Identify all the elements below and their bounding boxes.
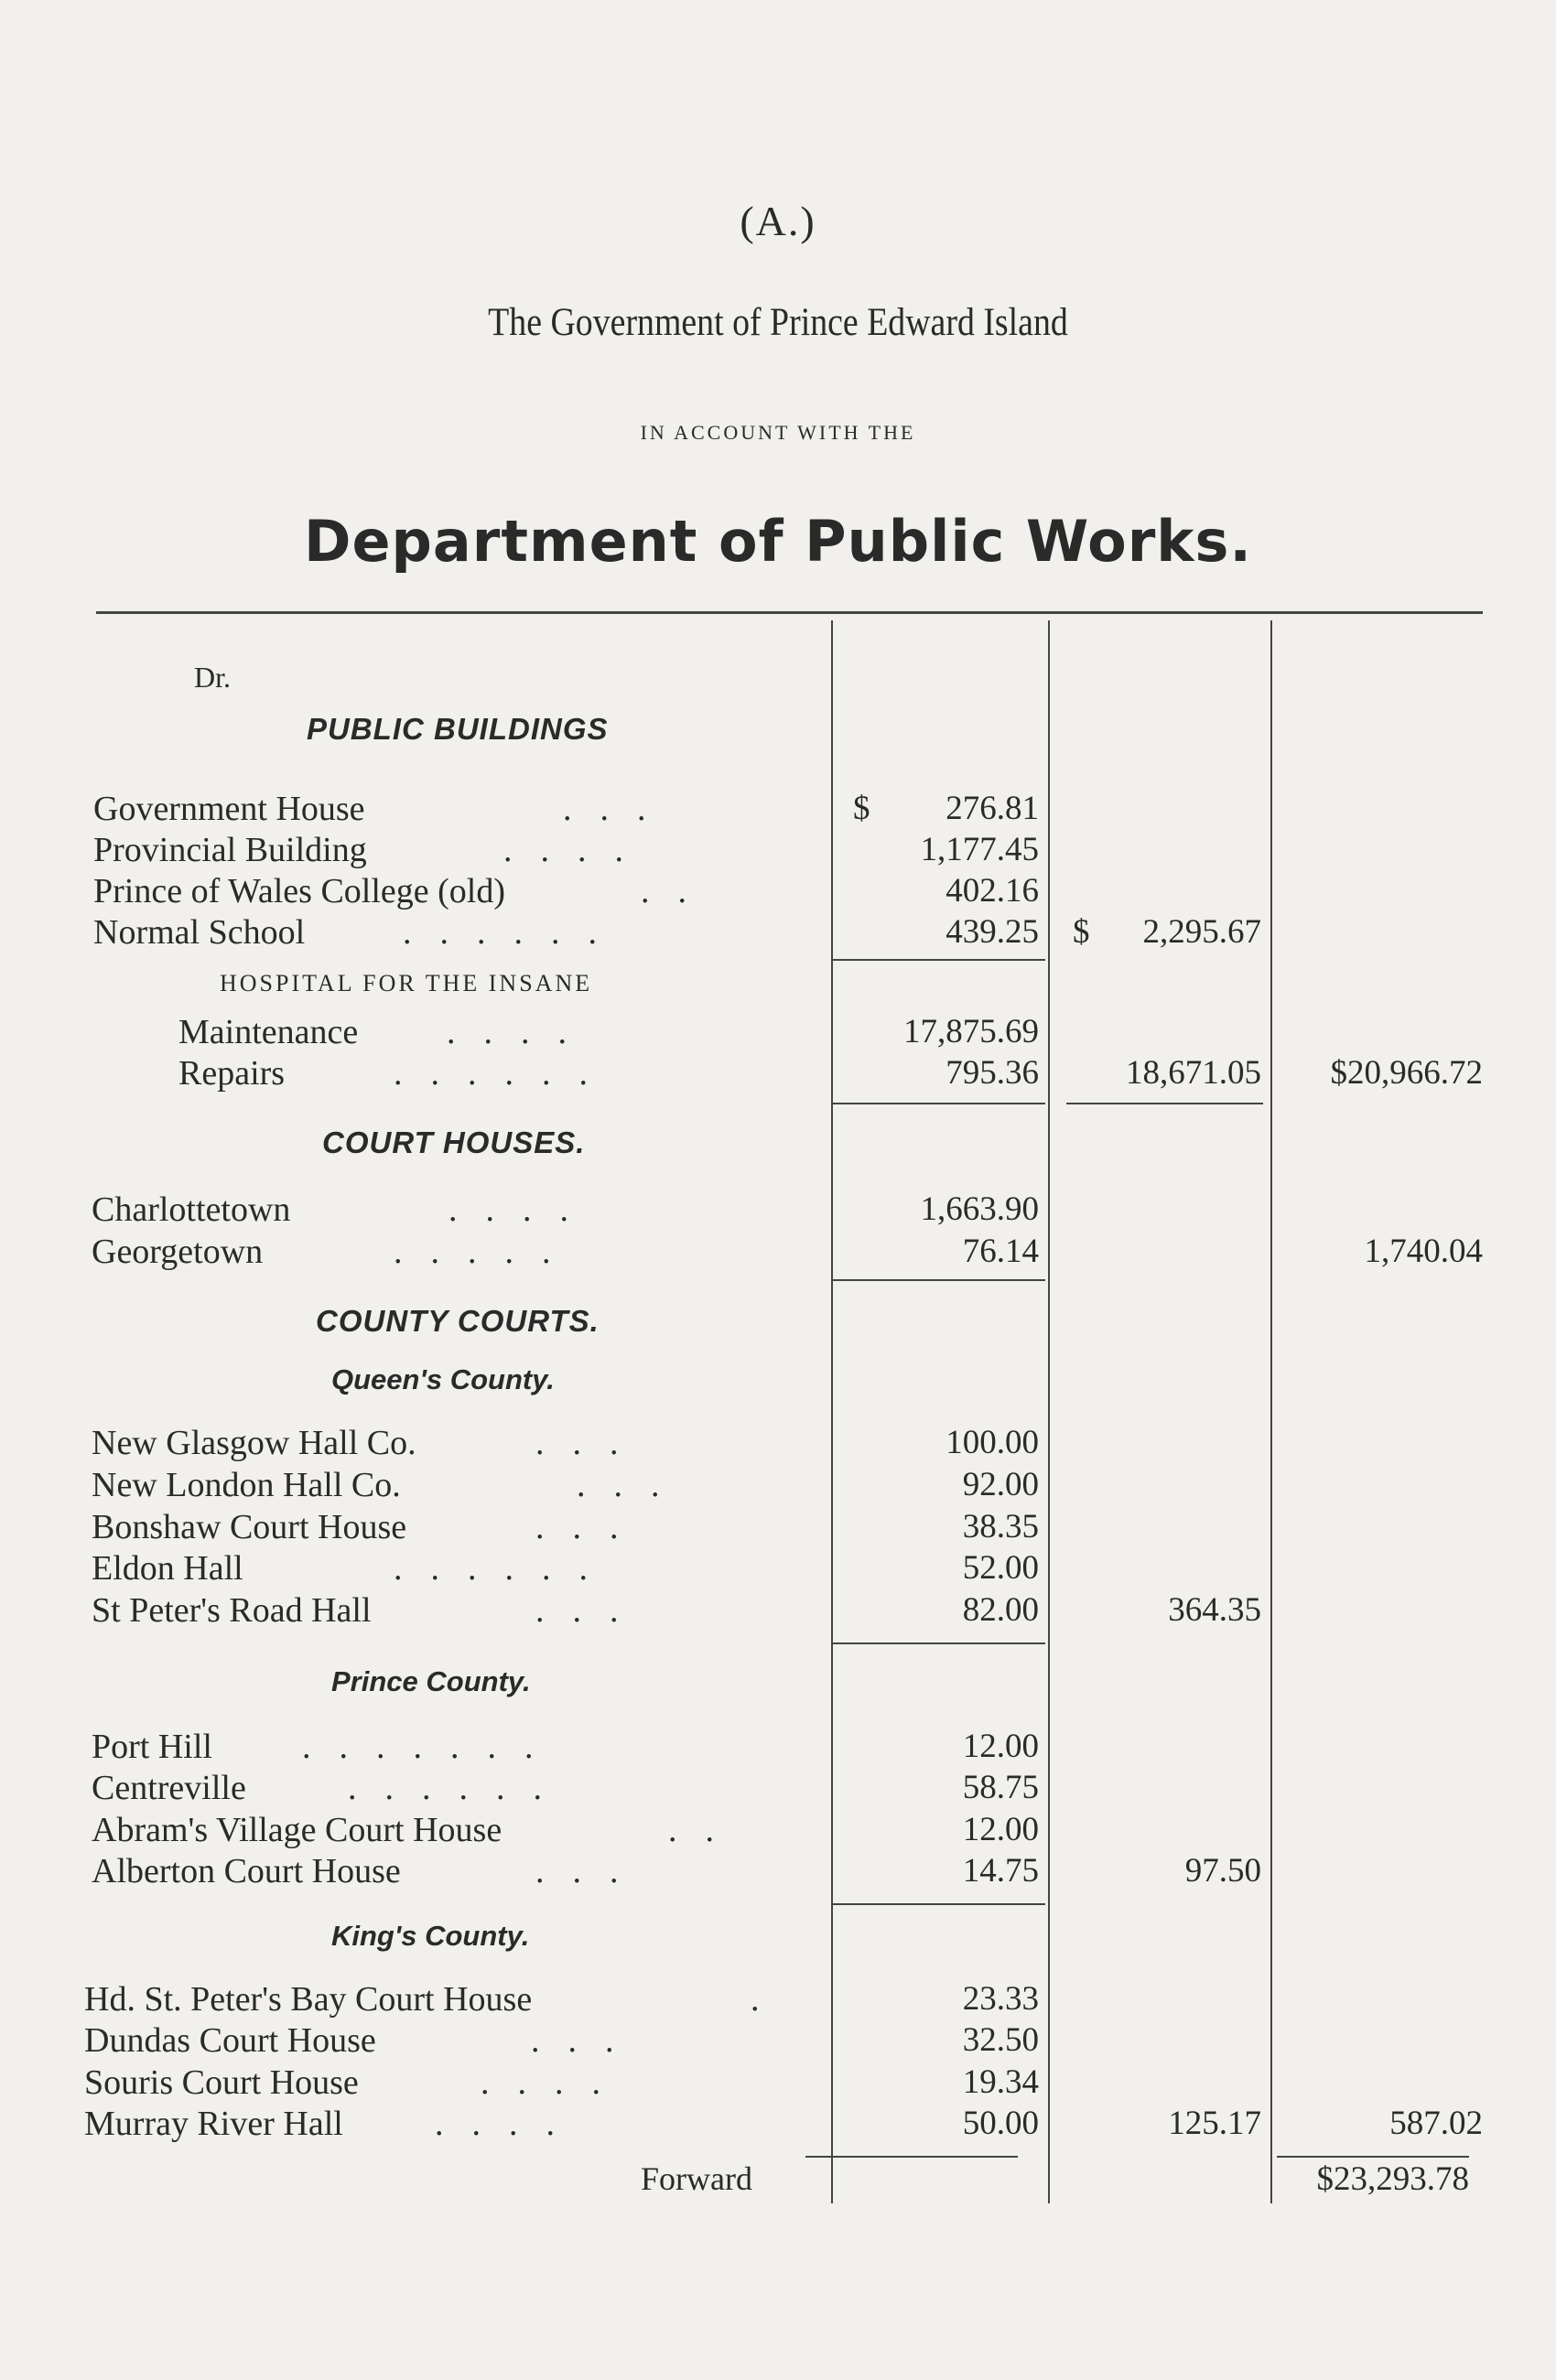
row-amount: 76.14 [962, 1233, 1039, 1270]
table-row [0, 1590, 1556, 1632]
subtotal-rule [1066, 1103, 1263, 1104]
forward-total: $23,293.78 [1316, 2160, 1469, 2198]
row-label: Prince of Wales College (old) [93, 872, 506, 910]
row-total: 587.02 [1389, 2105, 1483, 2142]
row-label: Alberton Court House [92, 1852, 401, 1890]
row-amount: 276.81 [945, 790, 1039, 827]
row-subtotal: 364.35 [1168, 1591, 1261, 1629]
subtotal-rule [833, 1642, 1045, 1644]
table-row [0, 2062, 1556, 2105]
court-houses-heading: COURT HOUSES. [322, 1125, 586, 1159]
currency-sign: $ [853, 790, 870, 827]
department-title: Department of Public Works. [304, 508, 1252, 575]
row-label: Souris Court House [84, 2063, 359, 2102]
leader-dots: .. [641, 872, 715, 910]
row-subtotal: 125.17 [1168, 2105, 1261, 2142]
leader-dots: ... [535, 1591, 647, 1630]
table-row [0, 1851, 1556, 1893]
table-row [0, 830, 1556, 872]
currency-sign: $ [1073, 913, 1090, 951]
table-row [0, 1232, 1556, 1274]
subtotal-rule [833, 1103, 1045, 1104]
leader-dots: .... [481, 2063, 629, 2102]
row-label: Abram's Village Court House [92, 1811, 502, 1849]
leader-dots: .... [435, 2105, 583, 2143]
leader-dots: ..... [394, 1233, 579, 1271]
row-amount: 58.75 [962, 1769, 1039, 1806]
prince-county-heading: Prince County. [331, 1665, 531, 1697]
row-label: New Glasgow Hall Co. [92, 1424, 416, 1462]
table-row [0, 1190, 1556, 1232]
leader-dots: ... [563, 790, 675, 828]
leader-dots: ...... [394, 1549, 616, 1588]
row-subtotal: 2,295.67 [1142, 913, 1261, 951]
row-amount: 50.00 [962, 2105, 1039, 2142]
row-label: Normal School [93, 913, 306, 952]
in-account-subtitle: IN ACCOUNT WITH THE [640, 421, 916, 444]
row-label: Government House [93, 790, 365, 828]
row-amount: 14.75 [962, 1852, 1039, 1890]
hospital-heading: HOSPITAL FOR THE INSANE [220, 970, 593, 996]
table-row [0, 1465, 1556, 1507]
subtotal-rule [833, 1903, 1045, 1905]
table-row [0, 1810, 1556, 1852]
table-row [0, 912, 1556, 954]
leader-dots: ...... [394, 1054, 616, 1093]
government-title: The Government of Prince Edward Island [488, 301, 1068, 344]
leader-dots: ....... [302, 1728, 562, 1766]
leader-dots: .... [447, 1013, 595, 1051]
subtotal-rule [833, 959, 1045, 961]
row-label: Dundas Court House [84, 2021, 376, 2060]
row-amount: 12.00 [962, 1728, 1039, 1765]
row-label: Provincial Building [93, 831, 367, 869]
row-label: Bonshaw Court House [92, 1508, 407, 1546]
row-amount: 32.50 [962, 2021, 1039, 2059]
row-total: $20,966.72 [1330, 1054, 1483, 1092]
row-label: Eldon Hall [92, 1549, 243, 1588]
row-label: Charlottetown [92, 1190, 291, 1229]
row-label: Maintenance [178, 1013, 359, 1051]
schedule-label: (A.) [740, 198, 816, 244]
row-label: New London Hall Co. [92, 1466, 401, 1504]
table-row [0, 1768, 1556, 1810]
row-amount: 52.00 [962, 1549, 1039, 1587]
row-label: Port Hill [92, 1728, 212, 1766]
table-row [0, 871, 1556, 913]
table-row [0, 1053, 1556, 1095]
header-rule [96, 611, 1483, 614]
subtotal-rule [1277, 2156, 1469, 2158]
row-label: Georgetown [92, 1233, 264, 1271]
subtotal-rule [805, 2156, 1018, 2158]
forward-row [0, 2159, 1556, 2202]
row-amount: 19.34 [962, 2063, 1039, 2101]
leader-dots: ... [535, 1424, 647, 1462]
row-amount: 439.25 [945, 913, 1039, 951]
row-label: Hd. St. Peter's Bay Court House [84, 1980, 533, 2019]
queens-county-heading: Queen's County. [331, 1363, 555, 1395]
leader-dots: .... [503, 831, 652, 869]
row-subtotal: 97.50 [1184, 1852, 1261, 1890]
table-row [0, 2020, 1556, 2062]
leader-dots: ... [535, 1852, 647, 1890]
table-row [0, 1548, 1556, 1590]
row-amount: 92.00 [962, 1466, 1039, 1503]
leader-dots: ...... [348, 1769, 570, 1807]
leader-dots: ...... [403, 913, 625, 952]
forward-label: Forward [641, 2160, 752, 2197]
table-row [0, 1507, 1556, 1549]
leader-dots: ... [531, 2021, 643, 2060]
table-row [0, 1727, 1556, 1769]
table-row [0, 1012, 1556, 1054]
row-amount: 38.35 [962, 1508, 1039, 1545]
debit-label: Dr. [194, 661, 231, 694]
row-amount: 1,177.45 [920, 831, 1039, 868]
row-amount: 402.16 [945, 872, 1039, 910]
row-total: 1,740.04 [1364, 1233, 1483, 1270]
subtotal-rule [833, 1279, 1045, 1281]
row-amount: 795.36 [945, 1054, 1039, 1092]
row-subtotal: 18,671.05 [1126, 1054, 1261, 1092]
row-amount: 17,875.69 [903, 1013, 1039, 1050]
row-amount: 100.00 [945, 1424, 1039, 1461]
row-label: Centreville [92, 1769, 246, 1807]
leader-dots: ... [577, 1466, 688, 1504]
row-amount: 12.00 [962, 1811, 1039, 1848]
row-amount: 82.00 [962, 1591, 1039, 1629]
leader-dots: ... [535, 1508, 647, 1546]
table-row [0, 2104, 1556, 2146]
row-label: Repairs [178, 1054, 286, 1093]
row-label: Murray River Hall [84, 2105, 343, 2143]
table-row [0, 789, 1556, 831]
public-buildings-heading: PUBLIC BUILDINGS [307, 712, 609, 746]
leader-dots: . [751, 1980, 788, 2019]
row-amount: 23.33 [962, 1980, 1039, 2018]
county-courts-heading: COUNTY COURTS. [316, 1304, 600, 1338]
table-row [0, 1423, 1556, 1465]
row-amount: 1,663.90 [920, 1190, 1039, 1228]
table-row [0, 1979, 1556, 2021]
leader-dots: .. [668, 1811, 742, 1849]
row-label: St Peter's Road Hall [92, 1591, 372, 1630]
leader-dots: .... [448, 1190, 597, 1229]
kings-county-heading: King's County. [331, 1920, 530, 1952]
